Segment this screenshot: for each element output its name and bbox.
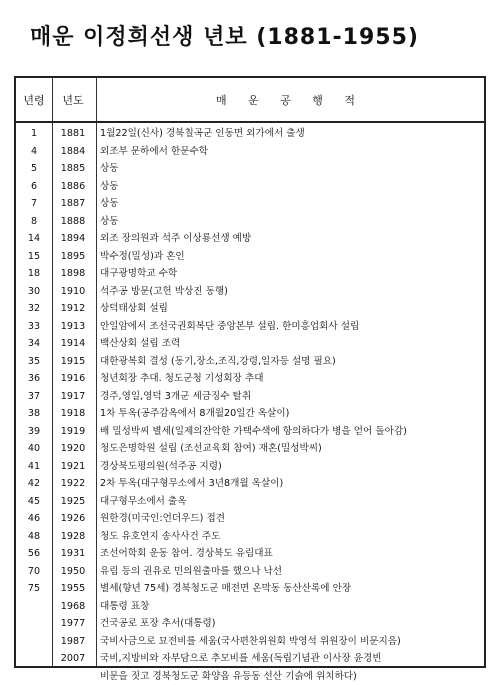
row-event: 건국공로 포장 추서(대통령) bbox=[100, 615, 480, 633]
row-age: 35 bbox=[16, 353, 52, 371]
table-row bbox=[16, 440, 484, 458]
row-year: 1915 bbox=[52, 353, 94, 371]
row-event: 박수정(밀성)과 혼인 bbox=[100, 248, 480, 266]
row-year: 1918 bbox=[52, 405, 94, 423]
table-row bbox=[16, 265, 484, 283]
row-age: 32 bbox=[16, 300, 52, 318]
row-year: 1910 bbox=[52, 283, 94, 301]
row-event: 청년회장 추대. 청도군청 기성회장 추대 bbox=[100, 370, 480, 388]
row-year: 1977 bbox=[52, 615, 94, 633]
row-age: 37 bbox=[16, 388, 52, 406]
table-row bbox=[16, 335, 484, 353]
table-row bbox=[16, 405, 484, 423]
table-row bbox=[16, 300, 484, 318]
table-row bbox=[16, 458, 484, 476]
header-year: 년도 bbox=[52, 92, 94, 108]
row-age: 48 bbox=[16, 528, 52, 546]
row-age: 33 bbox=[16, 318, 52, 336]
table-row bbox=[16, 668, 484, 685]
row-year: 1968 bbox=[52, 598, 94, 616]
row-event: 대구광명학교 수학 bbox=[100, 265, 480, 283]
row-year: 1928 bbox=[52, 528, 94, 546]
row-age: 70 bbox=[16, 563, 52, 581]
row-year: 1950 bbox=[52, 563, 94, 581]
row-event: 국비사금으로 묘전비를 세움(국사편찬위원회 박영석 위원장이 비문지음) bbox=[100, 633, 480, 651]
header-age: 년령 bbox=[16, 92, 52, 108]
row-event: 경상북도평의원(석주공 지령) bbox=[100, 458, 480, 476]
table-row bbox=[16, 283, 484, 301]
row-age: 42 bbox=[16, 475, 52, 493]
row-event: 2차 투옥(대구형무소에서 3년8개월 옥살이) bbox=[100, 475, 480, 493]
row-event: 국비,지방비와 자부담으로 추모비를 세움(독립기념관 이사장 윤경빈 bbox=[100, 650, 480, 668]
row-age: 1 bbox=[16, 125, 52, 143]
table-body bbox=[16, 125, 484, 685]
table-header bbox=[16, 78, 484, 123]
table-row bbox=[16, 510, 484, 528]
table-row bbox=[16, 388, 484, 406]
row-event: 석주공 방문(고헌 박상진 동행) bbox=[100, 283, 480, 301]
row-age: 7 bbox=[16, 195, 52, 213]
row-event: 1월22일(신사) 경북칠곡군 인동면 외가에서 출생 bbox=[100, 125, 480, 143]
row-year: 1925 bbox=[52, 493, 94, 511]
row-age: 40 bbox=[16, 440, 52, 458]
table-row bbox=[16, 178, 484, 196]
row-event: 경주,영일,영덕 3개군 세금징수 탈취 bbox=[100, 388, 480, 406]
row-age: 6 bbox=[16, 178, 52, 196]
row-year: 1885 bbox=[52, 160, 94, 178]
row-age: 41 bbox=[16, 458, 52, 476]
row-event: 대통령 표창 bbox=[100, 598, 480, 616]
row-event: 상동 bbox=[100, 213, 480, 231]
row-age: 75 bbox=[16, 580, 52, 598]
row-event: 상동 bbox=[100, 195, 480, 213]
row-year: 1895 bbox=[52, 248, 94, 266]
row-event: 외조 장의원과 석주 이상룡선생 예방 bbox=[100, 230, 480, 248]
row-event: 청도은명학원 설립 (조선교육회 참여) 재혼(밀성박씨) bbox=[100, 440, 480, 458]
row-year: 1884 bbox=[52, 143, 94, 161]
table-row bbox=[16, 125, 484, 143]
row-year: 1916 bbox=[52, 370, 94, 388]
row-year: 1955 bbox=[52, 580, 94, 598]
row-year: 1887 bbox=[52, 195, 94, 213]
row-year: 1913 bbox=[52, 318, 94, 336]
table-row bbox=[16, 318, 484, 336]
row-year: 1914 bbox=[52, 335, 94, 353]
row-event: 상동 bbox=[100, 160, 480, 178]
row-year: 1894 bbox=[52, 230, 94, 248]
row-event: 상덕태상회 설립 bbox=[100, 300, 480, 318]
row-event: 대한광복회 결성 (동기,장소,조직,강령,일자등 설명 필요) bbox=[100, 353, 480, 371]
row-age: 8 bbox=[16, 213, 52, 231]
row-year: 1921 bbox=[52, 458, 94, 476]
table-row bbox=[16, 160, 484, 178]
table-row bbox=[16, 370, 484, 388]
table-row bbox=[16, 230, 484, 248]
row-year: 1919 bbox=[52, 423, 94, 441]
table-row bbox=[16, 598, 484, 616]
row-age: 38 bbox=[16, 405, 52, 423]
row-event: 상동 bbox=[100, 178, 480, 196]
row-event: 1차 투옥(공주감옥에서 8개월20일간 옥살이) bbox=[100, 405, 480, 423]
row-event: 유림 등의 권유로 민의원출마를 했으나 낙선 bbox=[100, 563, 480, 581]
row-age: 34 bbox=[16, 335, 52, 353]
row-year: 1987 bbox=[52, 633, 94, 651]
chronology-table bbox=[14, 76, 486, 668]
table-row bbox=[16, 528, 484, 546]
row-year: 1931 bbox=[52, 545, 94, 563]
row-year: 1922 bbox=[52, 475, 94, 493]
row-year: 1926 bbox=[52, 510, 94, 528]
row-age: 36 bbox=[16, 370, 52, 388]
row-age: 14 bbox=[16, 230, 52, 248]
table-row bbox=[16, 248, 484, 266]
row-age: 45 bbox=[16, 493, 52, 511]
table-row bbox=[16, 213, 484, 231]
row-event: 외조부 문하에서 한문수학 bbox=[100, 143, 480, 161]
table-row bbox=[16, 423, 484, 441]
row-event: 대구형무소에서 출옥 bbox=[100, 493, 480, 511]
table-row bbox=[16, 475, 484, 493]
row-age: 5 bbox=[16, 160, 52, 178]
row-age: 46 bbox=[16, 510, 52, 528]
row-event: 비문을 짓고 경북청도군 화양읍 유등동 선산 기슭에 위치하다) bbox=[100, 668, 480, 685]
row-year: 1912 bbox=[52, 300, 94, 318]
row-year: 1888 bbox=[52, 213, 94, 231]
table-row bbox=[16, 580, 484, 598]
page-title: 매운 이정희선생 년보 (1881-1955) bbox=[30, 20, 419, 51]
row-event: 청도 유호연지 송사사건 주도 bbox=[100, 528, 480, 546]
row-event: 백산상회 설립 조력 bbox=[100, 335, 480, 353]
row-year: 1881 bbox=[52, 125, 94, 143]
row-event: 원한경(미국인:언더우드) 접견 bbox=[100, 510, 480, 528]
row-age: 56 bbox=[16, 545, 52, 563]
row-event: 안일암에서 조선국권회복단 중앙본부 설립. 한미흥업회사 설립 bbox=[100, 318, 480, 336]
row-age: 30 bbox=[16, 283, 52, 301]
table-row bbox=[16, 493, 484, 511]
table-row bbox=[16, 143, 484, 161]
header-event: 매 운 공 행 적 bbox=[100, 92, 480, 108]
table-row bbox=[16, 545, 484, 563]
table-row bbox=[16, 353, 484, 371]
row-year: 1886 bbox=[52, 178, 94, 196]
row-age: 39 bbox=[16, 423, 52, 441]
row-event: 배 밀성박씨 별세(일제의잔악한 가택수색에 항의하다가 병을 얻어 돌아감) bbox=[100, 423, 480, 441]
table-row bbox=[16, 615, 484, 633]
row-year: 2007 bbox=[52, 650, 94, 668]
row-age: 15 bbox=[16, 248, 52, 266]
row-age: 18 bbox=[16, 265, 52, 283]
table-row bbox=[16, 563, 484, 581]
table-row bbox=[16, 633, 484, 651]
table-row bbox=[16, 650, 484, 668]
row-year: 1917 bbox=[52, 388, 94, 406]
table-row bbox=[16, 195, 484, 213]
row-event: 조선어학회 운동 참여. 경상북도 유림대표 bbox=[100, 545, 480, 563]
row-year: 1920 bbox=[52, 440, 94, 458]
row-year: 1898 bbox=[52, 265, 94, 283]
row-event: 별세(향년 75세) 경북청도군 매전면 온막동 동산산록에 안장 bbox=[100, 580, 480, 598]
row-age: 4 bbox=[16, 143, 52, 161]
